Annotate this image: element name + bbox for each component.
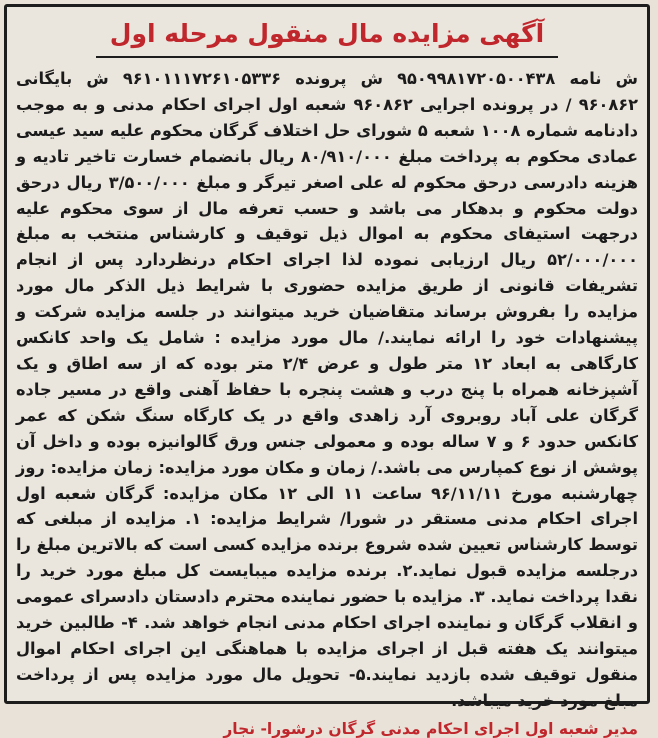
auction-notice bbox=[4, 4, 650, 738]
title-area bbox=[7, 12, 647, 60]
notice-signature: مدیر شعبه اول اجرای احکام مدنی گرگان درشورا- نجار bbox=[223, 719, 638, 738]
notice-body: ش نامه ۹۵۰۹۹۸۱۷۲۰۵۰۰۴۳۸ ش پرونده ۹۶۱۰۱۱۱۷۲۶۱۰۵۳۳۶ ش بایگانی ۹۶۰۸۶۲ / در پرونده اجرایی ۹۶۰۸۶۲ شعبه اول اجرای احکام مدنی و به موجب دادنامه شماره ۱۰۰۸ شعبه ۵ شورای حل اختلاف گرگان محکوم علیه سید عیسی عمادی محکوم به پرداخت مبلغ ۸۰/۹۱۰/۰۰۰ ریال بانضمام خسارت تاخیر تادیه و هزینه دادرسی درحق محکوم له علی اصغر تیرگر و مبلغ ۳/۵۰۰/۰۰۰ ریال درحق دولت محکوم و بدهکار می باشد و حسب تعرفه مال از سوی محکوم علیه درجهت استیفای محکوم به اموال ذیل توقیف و کارشناس منتخب به مبلغ ۵۲/۰۰۰/۰۰۰ ریال ارزیابی نموده لذا اجرای احکام درنظردارد پس از انجام تشریفات قانونی از طریق مزایده حضوری با شرایط ذیل الذکر مال مورد مزایده را بفروش برساند متقاضیان خرید میتوانند در جلسه مزایده شرکت و پیشنهادات خود را ارائه نمایند./ مال مورد مزایده : شامل یک واحد کانکس کارگاهی به ابعاد ۱۲ متر طول و عرض ۲/۴ متر بوده که از سه اطاق و یک آشپزخانه همراه با پنج درب و هشت پنجره با حفاظ آهنی واقع در مسیر جاده گرگان علی آباد روبروی آرد زاهدی واقع در یک کارگاه سنگ شکن که عمر کانکس حدود ۶ و ۷ ساله بوده و معمولی جنس ورق گالوانیزه بوده و داخل آن پوشش از نوع کمپارس می باشد./ زمان و مکان مورد مزایده: زمان مزایده: روز چهارشنبه مورخ ۹۶/۱۱/۱۱ ساعت ۱۱ الی ۱۲ مکان مزایده: گرگان شعبه اول اجرای احکام مدنی مستقر در شورا/ شرایط مزایده: ۱. مزایده از مبلغی که توسط کارشناس تعیین شده شروع برنده مزایده کسی است که بالاترین مبلغ را درجلسه مزایده قبول نماید.۲. برنده مزایده میبایست کل مبلغ مورد خرید را نقدا پرداخت نماید. ۳. مزایده با حضور نماینده محترم دادستان دادسرای عمومی و انقلاب گرگان و نماینده اجرای احکام مدنی انجام خواهد شد. ۴- طالبین خرید میتوانند یک هفته قبل از اجرای مزایده با هماهنگی این اجرای احکام اموال منقول توقیف شده بازدید نمایند.۵- تحویل مال مورد مزایده پس از پرداخت مبلغ مورد خرید میباشد. bbox=[16, 69, 639, 710]
notice-title: آگهی مزایده مال منقول مرحله اول bbox=[96, 12, 558, 58]
